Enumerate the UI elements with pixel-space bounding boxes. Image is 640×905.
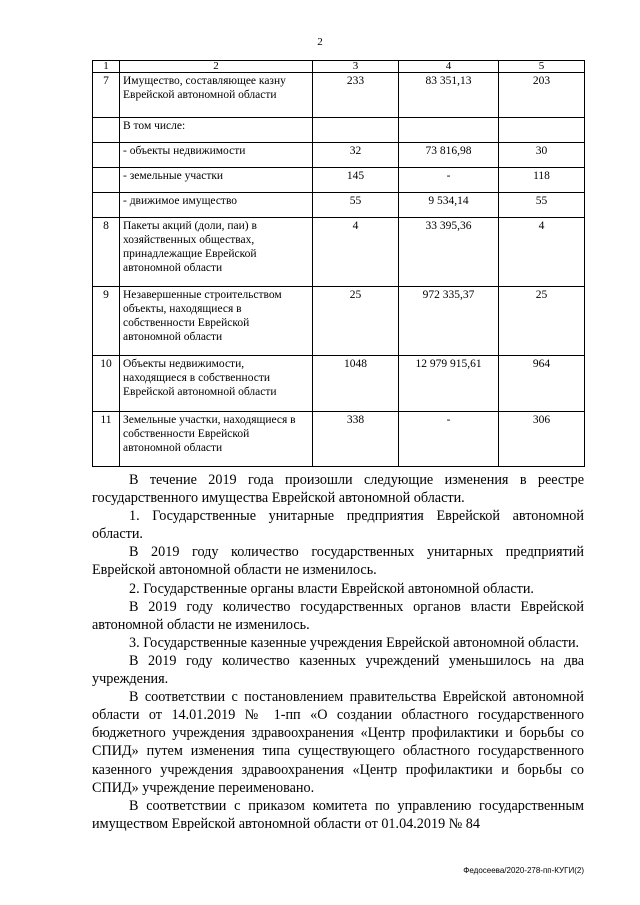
row-col3: 233	[313, 73, 399, 118]
row-col4: -	[399, 168, 499, 193]
row-col5: 964	[499, 356, 585, 412]
row-name: Земельные участки, находящиеся в собственности Еврейской автономной области	[120, 412, 313, 467]
table-header-row	[93, 61, 585, 73]
row-col3: 1048	[313, 356, 399, 412]
header-cell: 2	[120, 61, 313, 73]
row-name: Имущество, составляющее казну Еврейской автономной области	[120, 73, 313, 118]
header-cell: 5	[499, 61, 585, 73]
row-name: Незавершенные строительством объекты, находящиеся в собственности Еврейской автономной области	[120, 287, 313, 356]
row-col5: 306	[499, 412, 585, 467]
row-col3: 145	[313, 168, 399, 193]
row-col4: 33 395,36	[399, 218, 499, 287]
row-col4: 9 534,14	[399, 193, 499, 218]
row-col5: 4	[499, 218, 585, 287]
row-col4: 12 979 915,61	[399, 356, 499, 412]
property-registry-table	[92, 60, 585, 467]
row-col3: 32	[313, 143, 399, 168]
row-name: Пакеты акций (доли, паи) в хозяйственных обществах, принадлежащие Еврейской автономной области	[120, 218, 313, 287]
row-number	[93, 143, 120, 168]
table-row	[93, 143, 585, 168]
table-row	[93, 168, 585, 193]
table-row	[93, 412, 585, 467]
row-number: 9	[93, 287, 120, 356]
row-number: 7	[93, 73, 120, 118]
row-number	[93, 118, 120, 143]
paragraph: В течение 2019 года произошли следующие изменения в реестре государственного имущества Еврейской автономной области.	[92, 472, 584, 507]
document-reference: Федосеева/2020-278-пп-КУГИ(2)	[463, 866, 584, 875]
paragraph: 2. Государственные органы власти Еврейской автономной области.	[129, 580, 534, 597]
row-col5: 203	[499, 73, 585, 118]
row-col3: 25	[313, 287, 399, 356]
row-number: 10	[93, 356, 120, 412]
header-cell: 1	[93, 61, 120, 73]
row-col4	[399, 118, 499, 143]
row-col3: 4	[313, 218, 399, 287]
row-number: 11	[93, 412, 120, 467]
row-col5: 30	[499, 143, 585, 168]
row-col4: 972 335,37	[399, 287, 499, 356]
row-number: 8	[93, 218, 120, 287]
paragraph: В 2019 году количество государственных органов власти Еврейской автономной области не изменилось.	[92, 598, 584, 633]
row-name: В том числе:	[120, 118, 313, 143]
header-cell: 4	[399, 61, 499, 73]
row-name: - земельные участки	[120, 168, 313, 193]
row-col5: 118	[499, 168, 585, 193]
table-row	[93, 118, 585, 143]
row-name: - движимое имущество	[120, 193, 313, 218]
row-number	[93, 168, 120, 193]
row-name: - объекты недвижимости	[120, 143, 313, 168]
row-name: Объекты недвижимости, находящиеся в собственности Еврейской автономной области	[120, 356, 313, 412]
row-col4: 83 351,13	[399, 73, 499, 118]
row-col4: -	[399, 412, 499, 467]
paragraph: В 2019 году количество казенных учреждений уменьшилось на два учреждения.	[92, 652, 584, 688]
page-number: 2	[317, 36, 323, 48]
paragraph: 3. Государственные казенные учреждения Еврейской автономной области.	[129, 634, 580, 651]
table-row	[93, 218, 585, 287]
header-cell: 3	[313, 61, 399, 73]
row-col3	[313, 118, 399, 143]
body-text	[92, 471, 584, 833]
row-col4: 73 816,98	[399, 143, 499, 168]
table-row	[93, 193, 585, 218]
table-row	[93, 73, 585, 118]
row-col3: 55	[313, 193, 399, 218]
row-col5	[499, 118, 585, 143]
paragraph: В соответствии с приказом комитета по управлению государственным имуществом Еврейской автономной области от 01.04.2019 № 84	[92, 797, 584, 832]
paragraph: 1. Государственные унитарные предприятия Еврейской автономной области.	[92, 508, 584, 543]
paragraph: В соответствии с постановлением правительства Еврейской автономной области от 14.01.2019 № 1-пп «О создании областного государственного бюджетного учреждения здравоохранения «Центр профилактики и борьбы со СПИД» путем изменения типа существующего областного государственного казенного учреждения здравоохранения «Центр профилактики и борьбы со СПИД» учреждение переименовано.	[92, 689, 584, 796]
table-row	[93, 287, 585, 356]
row-col5: 55	[499, 193, 585, 218]
row-col5: 25	[499, 287, 585, 356]
table-row	[93, 356, 585, 412]
row-col3: 338	[313, 412, 399, 467]
row-number	[93, 193, 120, 218]
paragraph: В 2019 году количество государственных унитарных предприятий Еврейской автономной области не изменилось.	[92, 544, 584, 579]
